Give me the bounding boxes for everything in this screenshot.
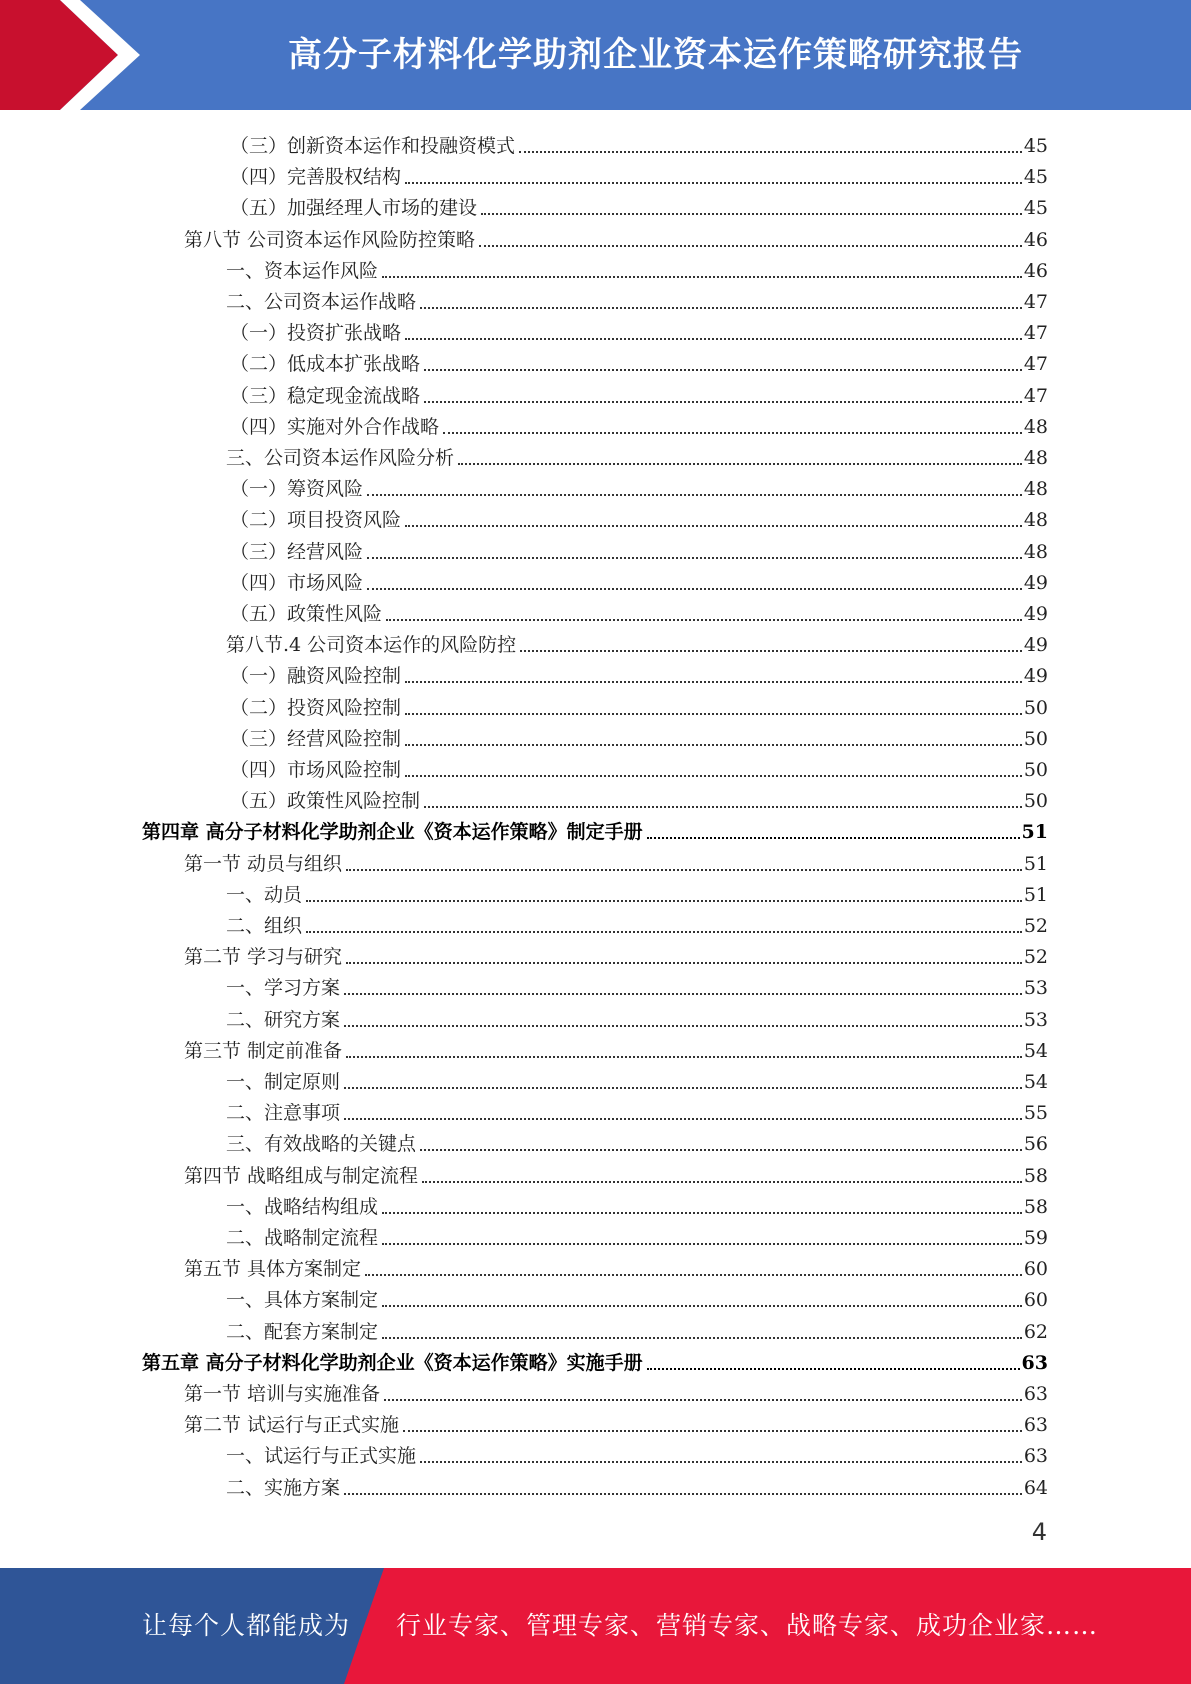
toc-entry-title: （一）投资扩张战略 — [230, 322, 402, 345]
toc-entry[interactable] — [230, 314, 1048, 345]
toc-dot-leader — [647, 837, 1020, 839]
toc-dot-leader — [344, 993, 1022, 995]
toc-dot-leader — [382, 1243, 1022, 1245]
toc-entry-title: （四）市场风险控制 — [230, 759, 402, 781]
report-title: 高分子材料化学助剂企业资本运作策略研究报告 — [288, 35, 1023, 75]
toc-entry-page: 51 — [1021, 821, 1048, 844]
toc-entry[interactable] — [226, 1188, 1048, 1219]
toc-entry-title: 一、学习方案 — [226, 977, 341, 1000]
toc-dot-leader — [519, 151, 1022, 153]
toc-entry[interactable] — [226, 1094, 1048, 1125]
toc-entry-title: 三、有效战略的关键点 — [226, 1133, 417, 1156]
toc-entry[interactable] — [230, 782, 1048, 813]
toc-dot-leader — [424, 401, 1022, 403]
toc-section-entry[interactable] — [184, 938, 1048, 969]
toc-entry[interactable] — [230, 470, 1048, 501]
footer-slogan: 让每个人都能成为 — [142, 1611, 351, 1640]
toc-entry-title: 一、制定原则 — [226, 1071, 341, 1093]
toc-entry-title: （二）投资风险控制 — [230, 696, 402, 719]
toc-dot-leader — [367, 494, 1022, 496]
header-chevron-graphic — [0, 0, 160, 110]
toc-dot-leader — [424, 806, 1022, 808]
toc-dot-leader — [346, 962, 1022, 964]
toc-entry-page: 55 — [1023, 1102, 1048, 1125]
toc-entry[interactable] — [230, 345, 1048, 376]
toc-dot-leader — [458, 463, 1022, 465]
toc-entry[interactable] — [230, 751, 1048, 782]
toc-dot-leader — [405, 681, 1022, 683]
page-number: 4 — [1031, 1518, 1047, 1546]
toc-entry-page: 45 — [1023, 166, 1048, 189]
toc-entry-page: 50 — [1023, 790, 1048, 813]
toc-section-entry[interactable] — [184, 1032, 1048, 1063]
toc-dot-leader — [386, 619, 1022, 621]
toc-entry-page: 46 — [1023, 259, 1048, 282]
toc-entry-title: （四）市场风险 — [230, 571, 364, 594]
toc-entry-title: 第三节 制定前准备 — [184, 1039, 343, 1062]
toc-entry-page: 58 — [1023, 1195, 1048, 1218]
toc-dot-leader — [306, 900, 1022, 902]
toc-entry-page: 53 — [1023, 977, 1048, 1000]
toc-entry-title: 二、公司资本运作战略 — [226, 291, 417, 313]
toc-entry[interactable] — [230, 595, 1048, 626]
toc-chapter-entry[interactable] — [142, 1344, 1048, 1375]
toc-entry-page: 50 — [1023, 727, 1048, 750]
toc-dot-leader — [481, 213, 1022, 215]
toc-entry-title: （三）稳定现金流战略 — [230, 384, 421, 407]
toc-entry-title: 二、配套方案制定 — [226, 1320, 379, 1343]
toc-entry-page: 51 — [1023, 883, 1048, 906]
toc-entry-title: （四）完善股权结构 — [230, 166, 402, 189]
toc-dot-leader — [344, 1493, 1022, 1495]
toc-dot-leader — [382, 1212, 1022, 1214]
toc-entry-page: 47 — [1023, 291, 1048, 313]
toc-entry-title: （三）经营风险控制 — [230, 727, 402, 750]
toc-entry-page: 49 — [1023, 571, 1048, 594]
toc-entry-title: （四）实施对外合作战略 — [230, 415, 440, 438]
toc-entry-page: 60 — [1023, 1289, 1048, 1312]
toc-entry-title: （三）创新资本运作和投融资模式 — [230, 135, 516, 157]
toc-entry-page: 48 — [1023, 509, 1048, 532]
toc-entry-page: 48 — [1023, 415, 1048, 438]
toc-entry-title: 一、资本运作风险 — [226, 259, 379, 282]
toc-entry-page: 51 — [1023, 852, 1048, 875]
toc-dot-leader — [443, 432, 1022, 434]
toc-entry-page: 63 — [1023, 1445, 1048, 1468]
toc-entry-title: 一、试运行与正式实施 — [226, 1445, 417, 1468]
footer-tagline: 行业专家、管理专家、营销专家、战略专家、成功企业家…… — [396, 1611, 1099, 1640]
toc-entry[interactable] — [226, 283, 1048, 314]
toc-entry[interactable] — [230, 720, 1048, 751]
toc-entry-page: 49 — [1023, 634, 1048, 657]
toc-entry-title: （三）经营风险 — [230, 540, 364, 563]
toc-entry[interactable] — [226, 969, 1048, 1000]
toc-dot-leader — [422, 1181, 1022, 1183]
toc-section-entry[interactable] — [184, 1157, 1048, 1188]
toc-dot-leader — [344, 1087, 1022, 1089]
toc-section-entry[interactable] — [184, 1406, 1048, 1437]
toc-entry-page: 52 — [1023, 915, 1048, 937]
toc-dot-leader — [420, 307, 1022, 309]
toc-entry-page: 45 — [1023, 197, 1048, 220]
toc-entry-page: 48 — [1023, 447, 1048, 469]
toc-entry-page: 46 — [1023, 228, 1048, 251]
toc-entry-page: 58 — [1023, 1164, 1048, 1187]
toc-dot-leader — [346, 869, 1022, 871]
toc-entry-title: （五）政策性风险控制 — [230, 790, 421, 813]
toc-entry-title: （二）低成本扩张战略 — [230, 353, 421, 376]
toc-entry[interactable] — [226, 1125, 1048, 1156]
toc-entry-title: 一、战略结构组成 — [226, 1195, 379, 1218]
toc-entry[interactable] — [226, 907, 1048, 938]
toc-entry[interactable] — [226, 1219, 1048, 1250]
toc-dot-leader — [405, 338, 1022, 340]
toc-dot-leader — [365, 1274, 1022, 1276]
toc-entry-title: （一）筹资风险 — [230, 478, 364, 501]
toc-entry-page: 47 — [1023, 353, 1048, 376]
toc-entry-page: 59 — [1023, 1227, 1048, 1249]
toc-dot-leader — [344, 1025, 1022, 1027]
toc-dot-leader — [424, 369, 1022, 371]
toc-entry-title: （二）项目投资风险 — [230, 509, 402, 532]
toc-entry-page: 49 — [1023, 665, 1048, 688]
toc-dot-leader — [382, 276, 1022, 278]
toc-entry[interactable] — [226, 1281, 1048, 1312]
toc-dot-leader — [520, 650, 1022, 652]
page-header — [0, 0, 1191, 110]
toc-entry-page: 50 — [1023, 696, 1048, 719]
toc-entry-title: 二、组织 — [226, 915, 303, 937]
toc-entry-title: （一）融资风险控制 — [230, 665, 402, 688]
toc-entry-page: 64 — [1023, 1476, 1048, 1499]
toc-entry[interactable] — [230, 533, 1048, 564]
toc-entry-title: 第一节 培训与实施准备 — [184, 1383, 381, 1405]
toc-entry-page: 49 — [1023, 603, 1048, 625]
toc-entry[interactable] — [230, 501, 1048, 532]
toc-entry-page: 54 — [1023, 1071, 1048, 1093]
toc-entry-title: 第四章 高分子材料化学助剂企业《资本运作策略》制定手册 — [142, 821, 643, 844]
toc-entry[interactable] — [226, 1469, 1048, 1500]
toc-entry-page: 56 — [1023, 1133, 1048, 1156]
toc-dot-leader — [346, 1056, 1022, 1058]
toc-entry-page: 60 — [1023, 1258, 1048, 1281]
toc-dot-leader — [367, 557, 1022, 559]
toc-entry-title: 一、具体方案制定 — [226, 1289, 379, 1312]
toc-entry[interactable] — [226, 876, 1048, 907]
toc-entry[interactable] — [230, 158, 1048, 189]
toc-entry[interactable] — [226, 439, 1048, 470]
toc-entry-page: 62 — [1023, 1320, 1048, 1343]
toc-entry[interactable] — [226, 626, 1048, 657]
toc-entry-title: 第二节 试运行与正式实施 — [184, 1414, 400, 1437]
toc-entry[interactable] — [226, 1313, 1048, 1344]
toc-dot-leader — [403, 1430, 1022, 1432]
toc-dot-leader — [344, 1118, 1022, 1120]
toc-dot-leader — [384, 1399, 1022, 1401]
toc-dot-leader — [382, 1337, 1022, 1339]
toc-entry[interactable] — [230, 564, 1048, 595]
toc-entry-page: 48 — [1023, 478, 1048, 501]
toc-entry[interactable] — [230, 377, 1048, 408]
toc-dot-leader — [647, 1368, 1020, 1370]
toc-entry[interactable] — [226, 1063, 1048, 1094]
toc-dot-leader — [306, 931, 1022, 933]
toc-entry-page: 47 — [1023, 384, 1048, 407]
toc-entry-page: 53 — [1023, 1008, 1048, 1031]
toc-dot-leader — [405, 775, 1022, 777]
toc-entry[interactable] — [230, 127, 1048, 158]
toc-entry-page: 63 — [1023, 1414, 1048, 1437]
toc-entry-title: 第五章 高分子材料化学助剂企业《资本运作策略》实施手册 — [142, 1351, 643, 1374]
toc-section-entry[interactable] — [184, 845, 1048, 876]
toc-dot-leader — [420, 1149, 1022, 1151]
toc-entry-title: 第五节 具体方案制定 — [184, 1258, 362, 1281]
toc-dot-leader — [405, 744, 1022, 746]
toc-entry-page: 54 — [1023, 1039, 1048, 1062]
toc-entry-title: 第二节 学习与研究 — [184, 946, 343, 969]
toc-entry[interactable] — [226, 1001, 1048, 1032]
toc-entry-page: 52 — [1023, 946, 1048, 969]
toc-entry[interactable] — [230, 189, 1048, 220]
toc-entry-page: 48 — [1023, 540, 1048, 563]
toc-entry[interactable] — [226, 252, 1048, 283]
toc-entry-page: 63 — [1023, 1383, 1048, 1405]
toc-entry-title: 第四节 战略组成与制定流程 — [184, 1164, 419, 1187]
toc-entry-page: 45 — [1023, 135, 1048, 157]
toc-dot-leader — [420, 1461, 1022, 1463]
toc-entry-title: 二、战略制定流程 — [226, 1227, 379, 1249]
toc-entry[interactable] — [226, 1437, 1048, 1468]
toc-entry-title: 二、注意事项 — [226, 1102, 341, 1125]
toc-entry-title: 第一节 动员与组织 — [184, 852, 343, 875]
toc-entry-page: 50 — [1023, 759, 1048, 781]
toc-entry[interactable] — [230, 689, 1048, 720]
toc-entry-title: 二、实施方案 — [226, 1476, 341, 1499]
toc-dot-leader — [405, 713, 1022, 715]
toc-entry-title: 一、动员 — [226, 883, 303, 906]
toc-entry-title: （五）政策性风险 — [230, 603, 383, 625]
toc-entry-page: 47 — [1023, 322, 1048, 345]
toc-section-entry[interactable] — [184, 1250, 1048, 1281]
toc-entry-page: 63 — [1021, 1351, 1048, 1374]
toc-entry-title: 第八节 公司资本运作风险防控策略 — [184, 228, 476, 251]
toc-entry-title: 第八节.4 公司资本运作的风险防控 — [226, 634, 517, 657]
toc-section-entry[interactable] — [184, 221, 1048, 252]
toc-dot-leader — [479, 245, 1022, 247]
toc-entry-title: 三、公司资本运作风险分析 — [226, 447, 455, 469]
toc-entry-title: （五）加强经理人市场的建设 — [230, 197, 478, 220]
toc-chapter-entry[interactable] — [142, 813, 1048, 844]
page-footer — [0, 1568, 1191, 1684]
toc-dot-leader — [367, 588, 1022, 590]
toc-entry[interactable] — [230, 408, 1048, 439]
toc-entry-title: 二、研究方案 — [226, 1008, 341, 1031]
toc-section-entry[interactable] — [184, 1375, 1048, 1406]
toc-entry[interactable] — [230, 657, 1048, 688]
toc-dot-leader — [405, 525, 1022, 527]
toc-dot-leader — [405, 182, 1022, 184]
toc-dot-leader — [382, 1305, 1022, 1307]
